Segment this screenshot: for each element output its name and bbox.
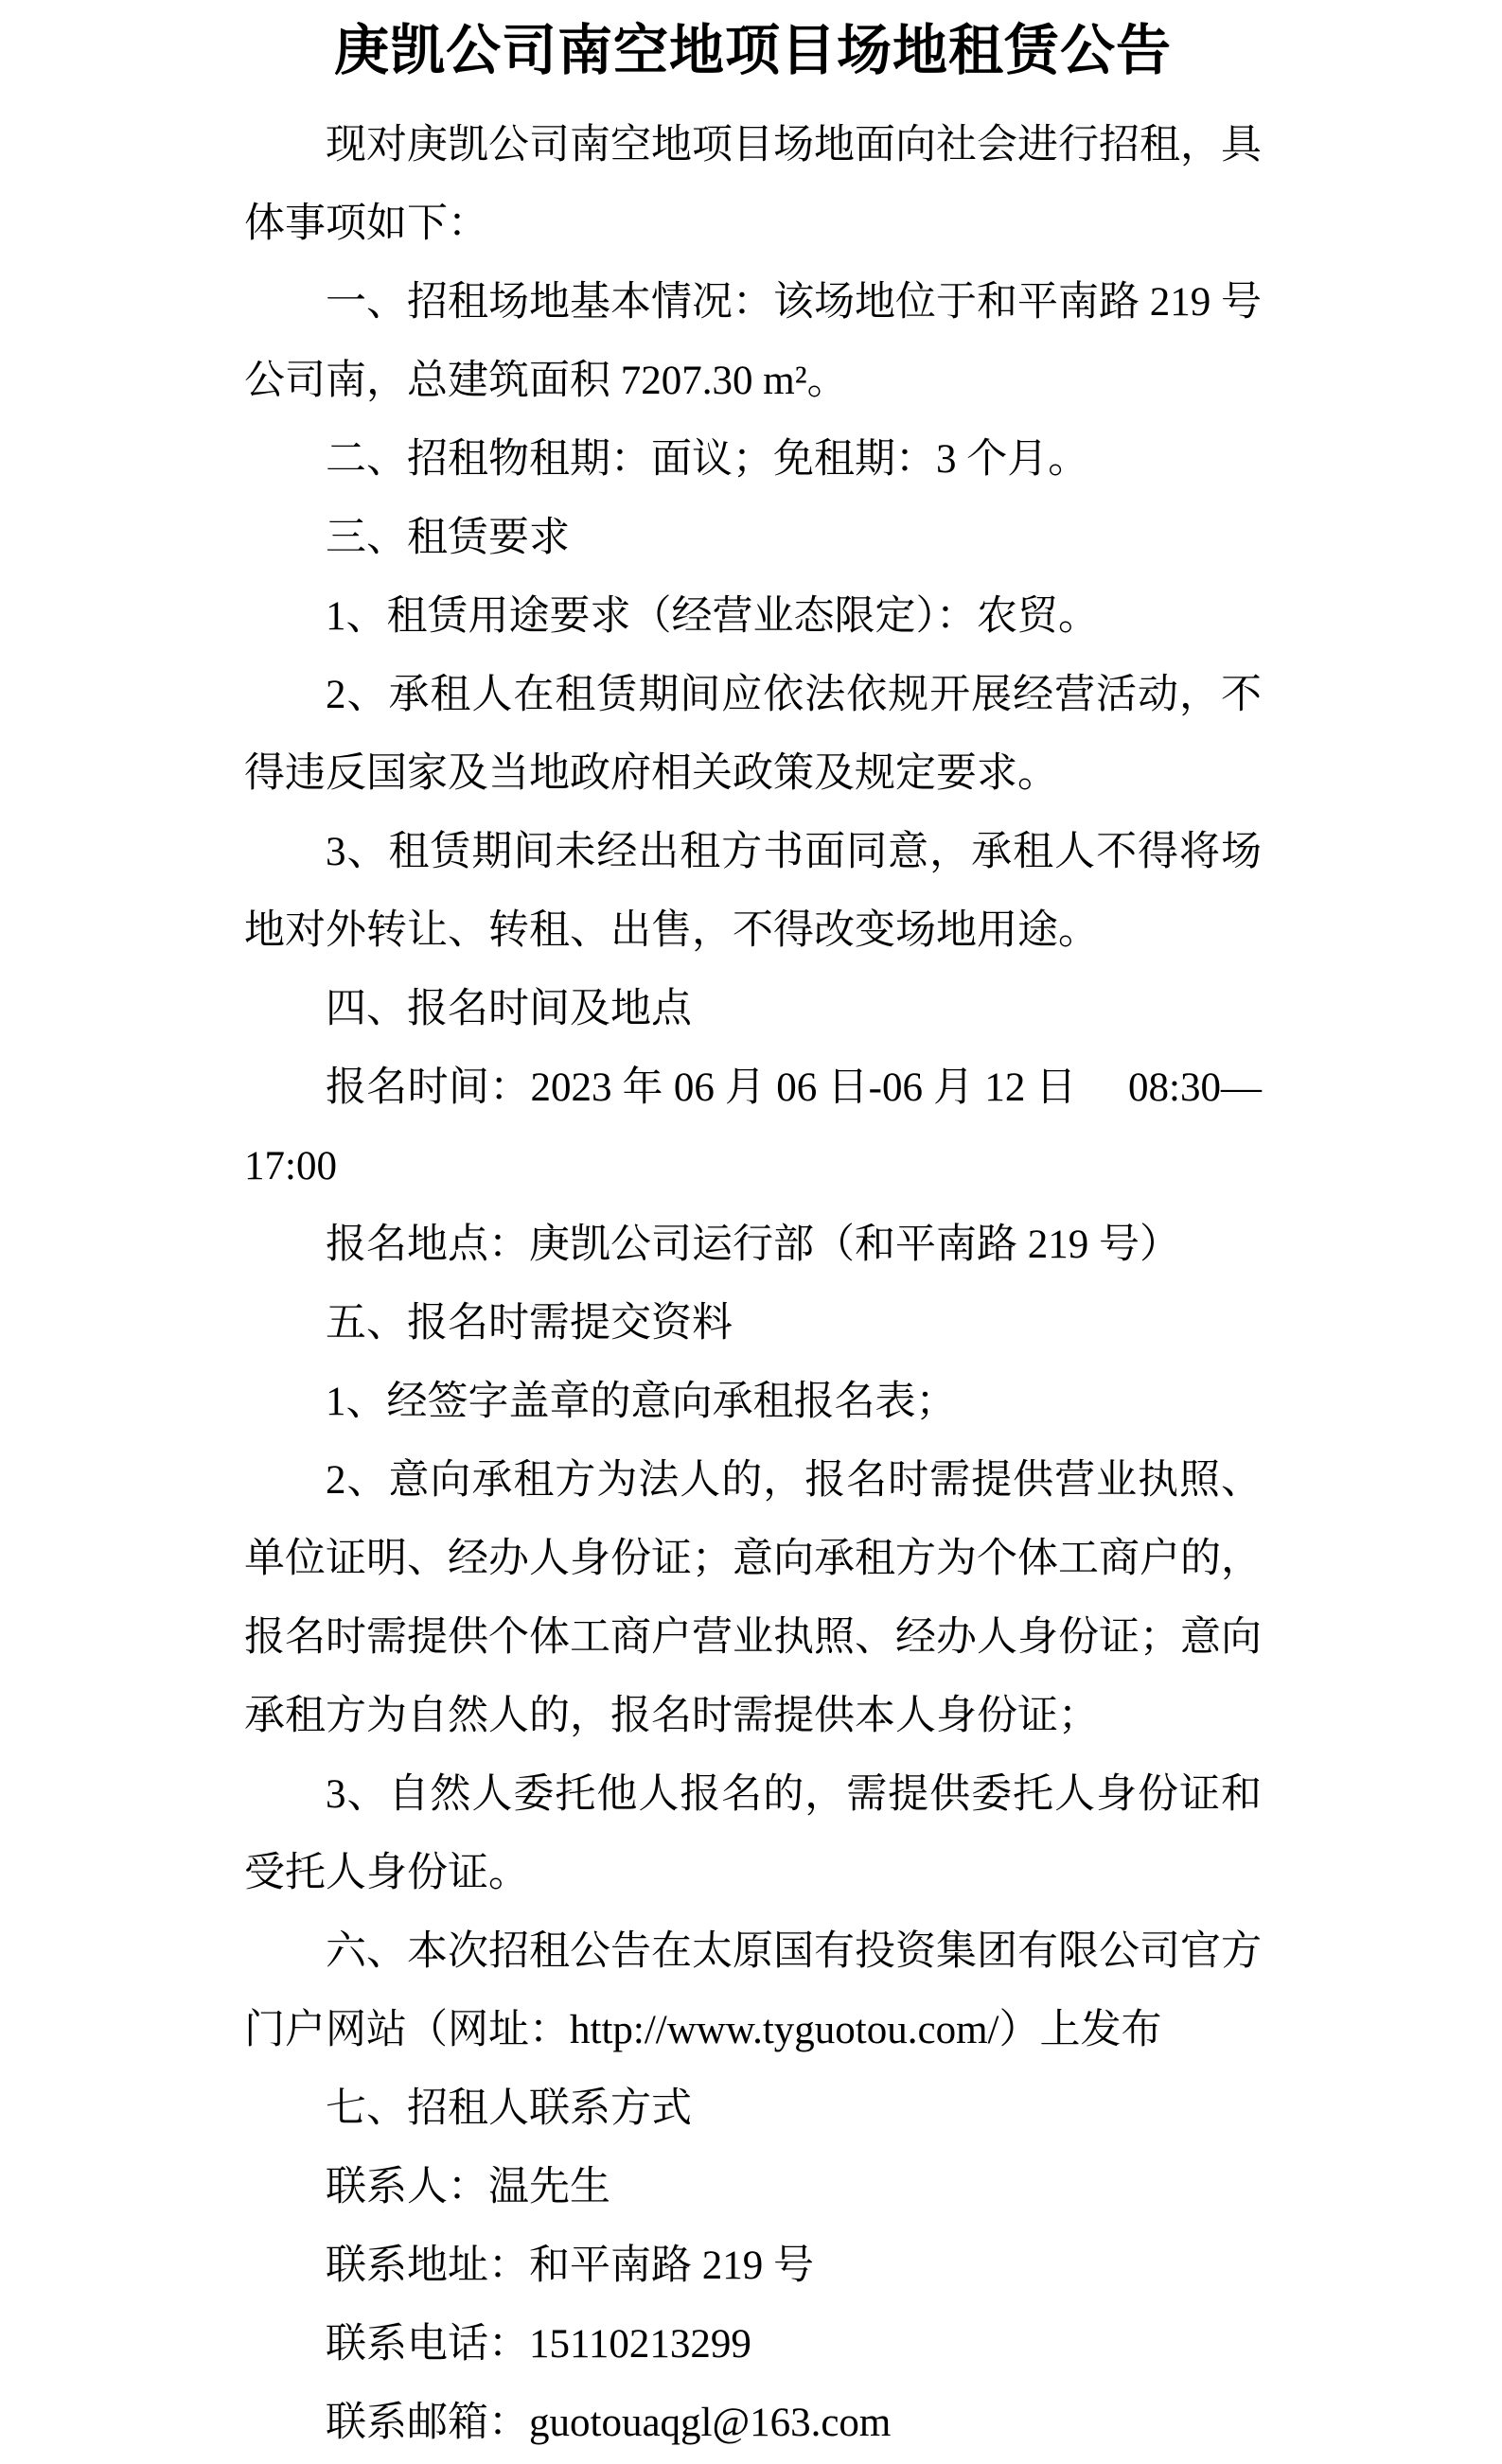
contact-phone: 联系电话：15110213299	[326, 2322, 751, 2367]
section-1-venue-info: 一、招租场地基本情况：该场地位于和平南路 219 号公司南，总建筑面积 7207.30 m²。	[244, 280, 1262, 403]
contact-address: 联系地址：和平南路 219 号	[326, 2244, 814, 2288]
contact-email: 联系邮箱：guotouaqgl@163.com	[326, 2401, 892, 2445]
material-item-2-documents: 2、意向承租方为法人的，报名时需提供营业执照、单位证明、经办人身份证；意向承租方为个体工商户的，报名时需提供个体工商户营业执照、经办人身份证；意向承租方为自然人的，报名时需提供本人身份证；	[244, 1458, 1262, 1738]
intro-paragraph: 现对庚凯公司南空地项目场地面向社会进行招租，具体事项如下：	[244, 123, 1262, 246]
section-6-publish-site: 六、本次招租公告在太原国有投资集团有限公司官方门户网站（网址：http://www.tyguotou.com/）上发布	[244, 1929, 1262, 2052]
section-4-heading: 四、报名时间及地点	[326, 987, 692, 1031]
section-7-heading: 七、招租人联系方式	[326, 2086, 692, 2131]
lease-item-3-transfer: 3、租赁期间未经出租方书面同意，承租人不得将场地对外转让、转租、出售，不得改变场地用途。	[244, 830, 1262, 953]
section-5-heading: 五、报名时需提交资料	[326, 1301, 733, 1346]
registration-place: 报名地点：庚凯公司运行部（和平南路 219 号）	[326, 1223, 1180, 1267]
lease-item-1-usage: 1、租赁用途要求（经营业态限定）：农贸。	[326, 594, 1099, 639]
section-2-lease-term: 二、招租物租期：面议；免租期：3 个月。	[326, 437, 1089, 482]
section-3-heading: 三、租赁要求	[326, 516, 570, 560]
contact-person: 联系人：温先生	[326, 2165, 610, 2209]
document-page	[0, 9, 1502, 2464]
material-item-3-entrust: 3、自然人委托他人报名的，需提供委托人身份证和受托人身份证。	[244, 1772, 1262, 1895]
registration-time: 报名时间：2023 年 06 月 06 日-06 月 12 日 08:30—17:00	[244, 1065, 1262, 1188]
material-item-1-form: 1、经签字盖章的意向承租报名表；	[326, 1380, 957, 1424]
document-title: 庚凯公司南空地项目场地租赁公告	[333, 20, 1172, 81]
lease-item-2-operation: 2、承租人在租赁期间应依法依规开展经营活动，不得违反国家及当地政府相关政策及规定要求。	[244, 673, 1262, 796]
